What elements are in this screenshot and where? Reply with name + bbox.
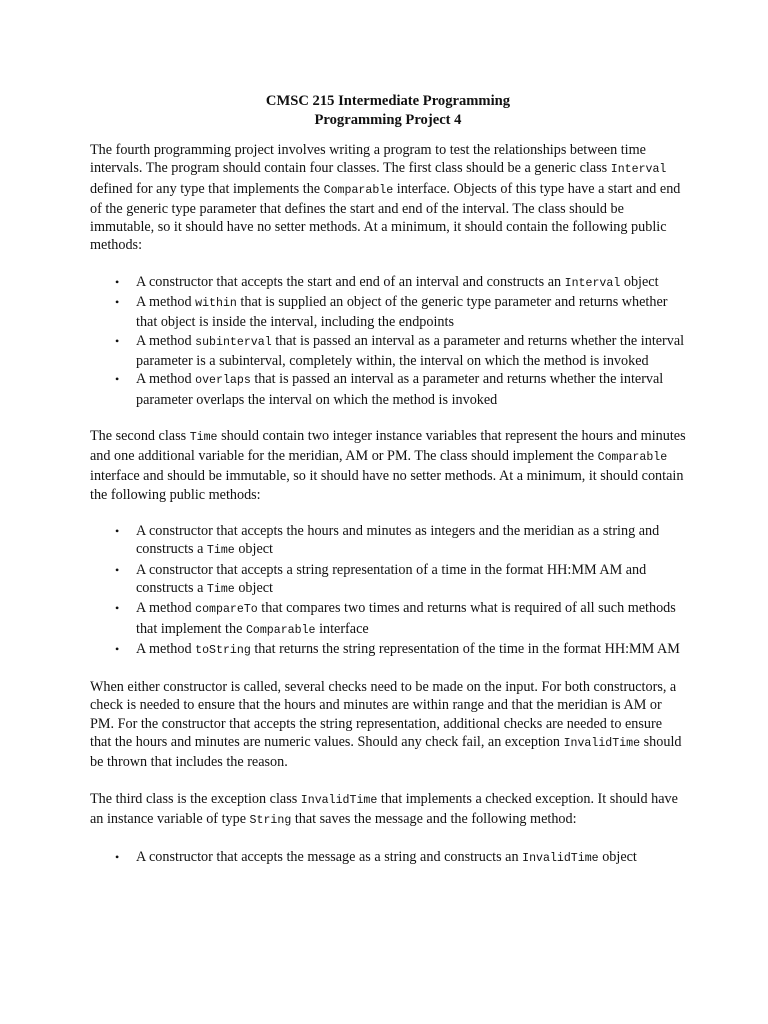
bullet-icon: • [115, 850, 120, 865]
list-item: • A method within that is supplied an object of the generic type parameter and returns whether that object is inside the interval, including the endpoints [115, 294, 668, 331]
document-title [90, 92, 686, 129]
bullet-icon: • [115, 562, 120, 577]
code-invalidtime: InvalidTime [300, 793, 378, 807]
list-item: • A method compareTo that compares two times and returns what is required of all such methods that implement the Comparable interface [115, 600, 676, 637]
list-item: • A method subinterval that is passed an interval as a parameter and returns whether the interval parameter is a subinterval, completely within, the interval on which the method is invoked [115, 332, 685, 369]
code-interval: Interval [610, 163, 667, 177]
bullet-icon: • [115, 372, 120, 387]
time-methods-list [90, 522, 686, 660]
list-item: • A constructor that accepts the hours and minutes as integers and the meridian as a string and constructs a Time object [115, 523, 660, 558]
exception-class-paragraph: The third class is the exception class InvalidTime that implements a checked exception. It should have an instance variable of type String that saves the message and the following method: [90, 790, 678, 827]
exception-methods-list [90, 848, 686, 868]
time-class-paragraph: The second class Time should contain two integer instance variables that represent the hours and minutes and one additional variable for the meridian, AM or PM. The class should implement the Comparable interface and should be immutable, so it should have no setter methods. At a minimum, it should contain the following public methods: [90, 427, 686, 503]
bullet-icon: • [115, 601, 120, 616]
list-item: • A constructor that accepts the message as a string and constructs an InvalidTime object [115, 849, 637, 866]
bullet-icon: • [115, 295, 120, 310]
bullet-icon: • [115, 641, 120, 656]
bullet-icon: • [115, 524, 120, 539]
list-item: • A method toString that returns the string representation of the time in the format HH:MM AM [115, 640, 680, 657]
list-item: • A method overlaps that is passed an interval as a parameter and returns whether the interval parameter overlaps the interval on which the method is invoked [115, 371, 664, 408]
bullet-icon: • [115, 333, 120, 348]
code-comparable: Comparable [323, 183, 394, 197]
course-title: CMSC 215 Intermediate Programming [265, 93, 511, 109]
bullet-icon: • [115, 274, 120, 289]
code-string: String [249, 813, 292, 827]
interval-methods-list [90, 273, 686, 409]
project-title: Programming Project 4 [314, 111, 462, 128]
code-time: Time [189, 430, 218, 444]
intro-paragraph: The fourth programming project involves writing a program to test the relationships between time intervals. The program should contain four classes. The first class should be a generic class Interval defined for any type that implements the Comparable interface. Objects of this type have a start and end of the generic type parameter that defines the start and end of the interval. The class should be immutable, so it should have no setter methods. At a minimum, it should contain the following public methods: [90, 142, 681, 254]
list-item: • A constructor that accepts a string representation of a time in the format HH:MM AM and constructs a Time object [115, 561, 647, 596]
list-item: • A constructor that accepts the start and end of an interval and constructs an Interval object [115, 273, 659, 290]
code-comparable: Comparable [597, 451, 668, 465]
code-invalidtime: InvalidTime [563, 737, 641, 751]
validation-paragraph: When either constructor is called, several checks need to be made on the input. For both constructors, a check is needed to ensure that the hours and minutes are within range and that the meridian is AM or PM. For the constructor that accepts the string representation, additional checks are needed to ensure that the hours and minutes are numeric values. Should any check fail, an exception InvalidTime should be thrown that includes the reason. [90, 679, 682, 771]
